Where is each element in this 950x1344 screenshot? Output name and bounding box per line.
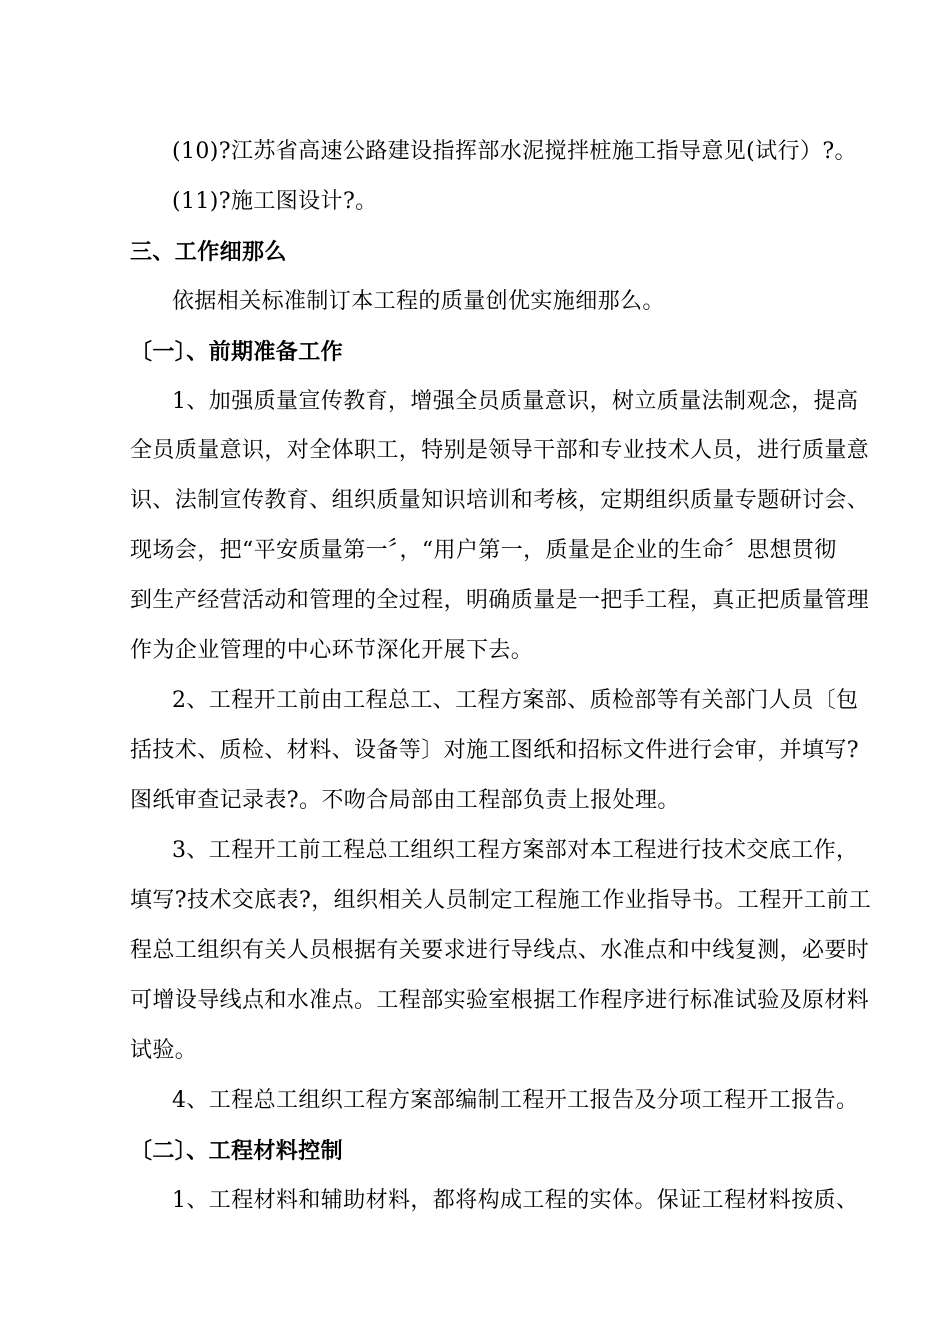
- paragraph-line: 填写?技术交底表?，组织相关人员制定工程施工作业指导书。工程开工前工: [130, 888, 872, 913]
- paragraph-line: 到生产经营活动和管理的全过程，明确质量是一把手工程，真正把质量管理: [130, 588, 870, 613]
- paragraph-line: 图纸审查记录表?。不吻合局部由工程部负责上报处理。: [130, 788, 680, 813]
- paragraph-line: 程总工组织有关人员根据有关要求进行导线点、水准点和中线复测，必要时: [130, 938, 870, 963]
- paragraph-line: 作为企业管理的中心环节深化开展下去。: [130, 638, 534, 663]
- paragraph-line: 1、工程材料和辅助材料，都将构成工程的实体。保证工程材料按质、: [172, 1188, 859, 1213]
- paragraph-line: 可增设导线点和水准点。工程部实验室根据工作程序进行标准试验及原材料: [130, 988, 870, 1013]
- reference-item: (10)?江苏省高速公路建设指挥部水泥搅拌桩施工指导意见(试行）?。: [172, 139, 857, 164]
- section-heading: 三、工作细那么: [130, 239, 287, 265]
- paragraph-line: 识、法制宣传教育、组织质量知识培训和考核，定期组织质量专题研讨会、: [130, 488, 870, 513]
- reference-item: (11)?施工图设计?。: [172, 189, 378, 214]
- paragraph-line: 现场会，把“平安质量第一〞，“用户第一，质量是企业的生命〞思想贯彻: [130, 538, 837, 563]
- section-intro: 依据相关标准制订本工程的质量创优实施细那么。: [172, 289, 665, 314]
- paragraph-line: 全员质量意识，对全体职工，特别是领导干部和专业技术人员，进行质量意: [130, 438, 870, 463]
- paragraph-line: 1、加强质量宣传教育，增强全员质量意识，树立质量法制观念，提高: [172, 389, 859, 414]
- paragraph-line: 2、工程开工前由工程总工、工程方案部、质检部等有关部门人员〔包: [172, 688, 859, 713]
- paragraph-line: 括技术、质检、材料、设备等〕对施工图纸和招标文件进行会审，并填写?: [130, 738, 859, 763]
- subsection-heading: 〔二〕、工程材料控制: [130, 1138, 344, 1164]
- paragraph-line: 试验。: [130, 1038, 198, 1063]
- paragraph-line: 4、工程总工组织工程方案部编制工程开工报告及分项工程开工报告。: [172, 1088, 859, 1113]
- paragraph-line: 3、工程开工前工程总工组织工程方案部对本工程进行技术交底工作，: [172, 838, 859, 863]
- subsection-heading: 〔一〕、前期准备工作: [130, 339, 344, 365]
